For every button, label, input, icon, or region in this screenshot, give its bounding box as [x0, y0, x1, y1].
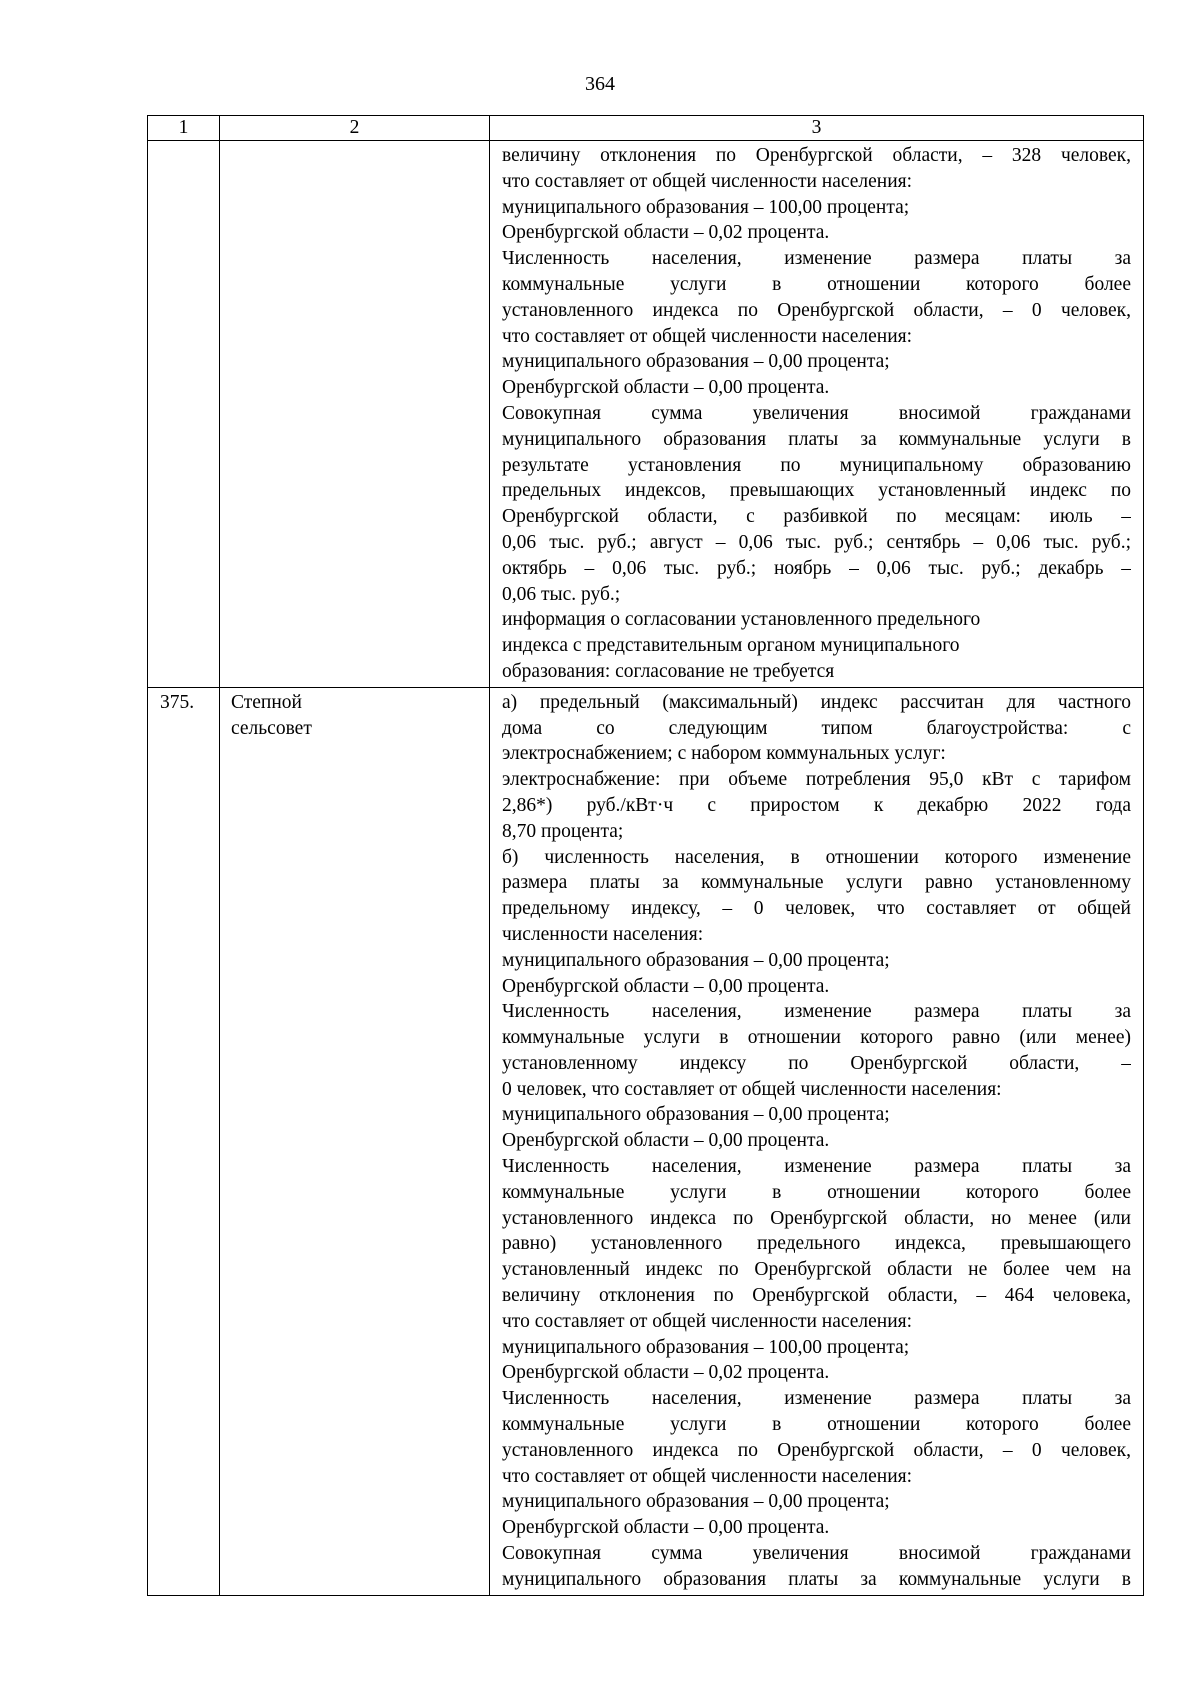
municipality-name-line: Степной — [231, 691, 302, 713]
text-line: муниципального образования – 100,00 процента; — [502, 196, 910, 218]
text-line: Численность населения, изменение размера платы за — [502, 1001, 1131, 1023]
page-number: 364 — [585, 73, 615, 95]
index-description — [490, 141, 1144, 688]
text-line: а) предельный (максимальный) индекс рассчитан для частного — [502, 691, 1131, 713]
text-line: Численность населения, изменение размера платы за — [502, 248, 1131, 270]
text-line: Оренбургской области, с разбивкой по месяцам: июль – — [502, 506, 1131, 528]
text-line: установленного индекса по Оренбургской области, – 0 человек, — [502, 1439, 1131, 1461]
text-line: предельному индексу, – 0 человек, что составляет от общей — [502, 898, 1131, 920]
text-line: численности населения: — [502, 923, 704, 945]
text-line: электроснабжением; с набором коммунальных услуг: — [502, 743, 946, 765]
text-line: Численность населения, изменение размера платы за — [502, 1388, 1131, 1410]
text-line: 0,06 тыс. руб.; август – 0,06 тыс. руб.; сентябрь – 0,06 тыс. руб.; — [502, 531, 1131, 553]
text-line: Оренбургской области – 0,02 процента. — [502, 1362, 830, 1384]
text-line: установленного индекса по Оренбургской области, – 0 человек, — [502, 299, 1131, 321]
text-line: Оренбургской области – 0,00 процента. — [502, 1517, 830, 1539]
text-line: размера платы за коммунальные услуги равно установленному — [502, 872, 1131, 894]
table-row — [148, 141, 1144, 688]
text-line: что составляет от общей численности населения: — [502, 325, 913, 347]
text-line: муниципального образования – 0,00 процента; — [502, 351, 890, 373]
text-line: 8,70 процента; — [502, 820, 624, 842]
text-line: коммунальные услуги в отношении которого более — [502, 1181, 1131, 1203]
text-line: электроснабжение: при объеме потребления 95,0 кВт с тарифом — [502, 769, 1131, 791]
municipality-name — [220, 687, 490, 1595]
text-line: муниципального образования – 0,00 процента; — [502, 949, 890, 971]
tariff-table — [147, 115, 1144, 1596]
index-description — [490, 687, 1144, 1595]
text-line: 2,86*) руб./кВт·ч с приростом к декабрю 2022 года — [502, 794, 1131, 816]
text-line: что составляет от общей численности населения: — [502, 170, 913, 192]
table-row — [148, 687, 1144, 1595]
text-line: Совокупная сумма увеличения вносимой гражданами — [502, 402, 1131, 424]
text-line: муниципального образования платы за коммунальные услуги в — [502, 428, 1131, 450]
text-line: б) численность населения, в отношении которого изменение — [502, 846, 1131, 868]
text-line: Совокупная сумма увеличения вносимой гражданами — [502, 1543, 1131, 1565]
header-cell-3: 3 — [490, 116, 1144, 141]
text-line: что составляет от общей численности населения: — [502, 1465, 913, 1487]
text-line: индекса с представительным органом муниципального — [502, 635, 960, 657]
text-line: что составляет от общей численности населения: — [502, 1310, 913, 1332]
text-line: величину отклонения по Оренбургской области, – 328 человек, — [502, 145, 1131, 166]
text-line: муниципального образования – 100,00 процента; — [502, 1336, 910, 1358]
header-cell-2: 2 — [220, 116, 490, 141]
municipality-name-line: сельсовет — [231, 717, 312, 739]
text-line: установленный индекс по Оренбургской области не более чем на — [502, 1259, 1131, 1281]
text-line: результате установления по муниципальному образованию — [502, 454, 1131, 476]
text-line: октябрь – 0,06 тыс. руб.; ноябрь – 0,06 тыс. руб.; декабрь – — [502, 557, 1131, 579]
text-line: информация о согласовании установленного предельного — [502, 609, 981, 631]
text-line: муниципального образования – 0,00 процента; — [502, 1104, 890, 1126]
text-line: Численность населения, изменение размера платы за — [502, 1156, 1131, 1178]
text-line: предельных индексов, превышающих установленный индекс по — [502, 480, 1131, 502]
text-line: 0,06 тыс. руб.; — [502, 583, 621, 605]
text-line: Оренбургской области – 0,00 процента. — [502, 975, 830, 997]
text-line: величину отклонения по Оренбургской области, – 464 человека, — [502, 1285, 1131, 1307]
text-line: установленного индекса по Оренбургской области, но менее (или — [502, 1207, 1131, 1229]
text-line: коммунальные услуги в отношении которого более — [502, 273, 1131, 295]
header-cell-1: 1 — [148, 116, 220, 141]
table-header-row — [148, 116, 1144, 141]
text-line: образования: согласование не требуется — [502, 660, 835, 682]
text-line: коммунальные услуги в отношении которого более — [502, 1414, 1131, 1436]
text-line: Оренбургской области – 0,00 процента. — [502, 1130, 830, 1152]
text-line: установленному индексу по Оренбургской области, – — [502, 1052, 1131, 1074]
text-line: 0 человек, что составляет от общей численности населения: — [502, 1078, 1002, 1100]
text-line: Оренбургской области – 0,00 процента. — [502, 377, 830, 399]
text-line: коммунальные услуги в отношении которого равно (или менее) — [502, 1027, 1131, 1049]
text-line: Оренбургской области – 0,02 процента. — [502, 222, 830, 244]
row-number: 375. — [148, 687, 220, 1595]
text-line: дома со следующим типом благоустройства: с — [502, 717, 1131, 739]
text-line: равно) установленного предельного индекса, превышающего — [502, 1233, 1131, 1255]
row-number — [148, 141, 220, 688]
text-line: муниципального образования платы за коммунальные услуги в — [502, 1568, 1131, 1590]
text-line: муниципального образования – 0,00 процента; — [502, 1491, 890, 1513]
municipality-name — [220, 141, 490, 688]
